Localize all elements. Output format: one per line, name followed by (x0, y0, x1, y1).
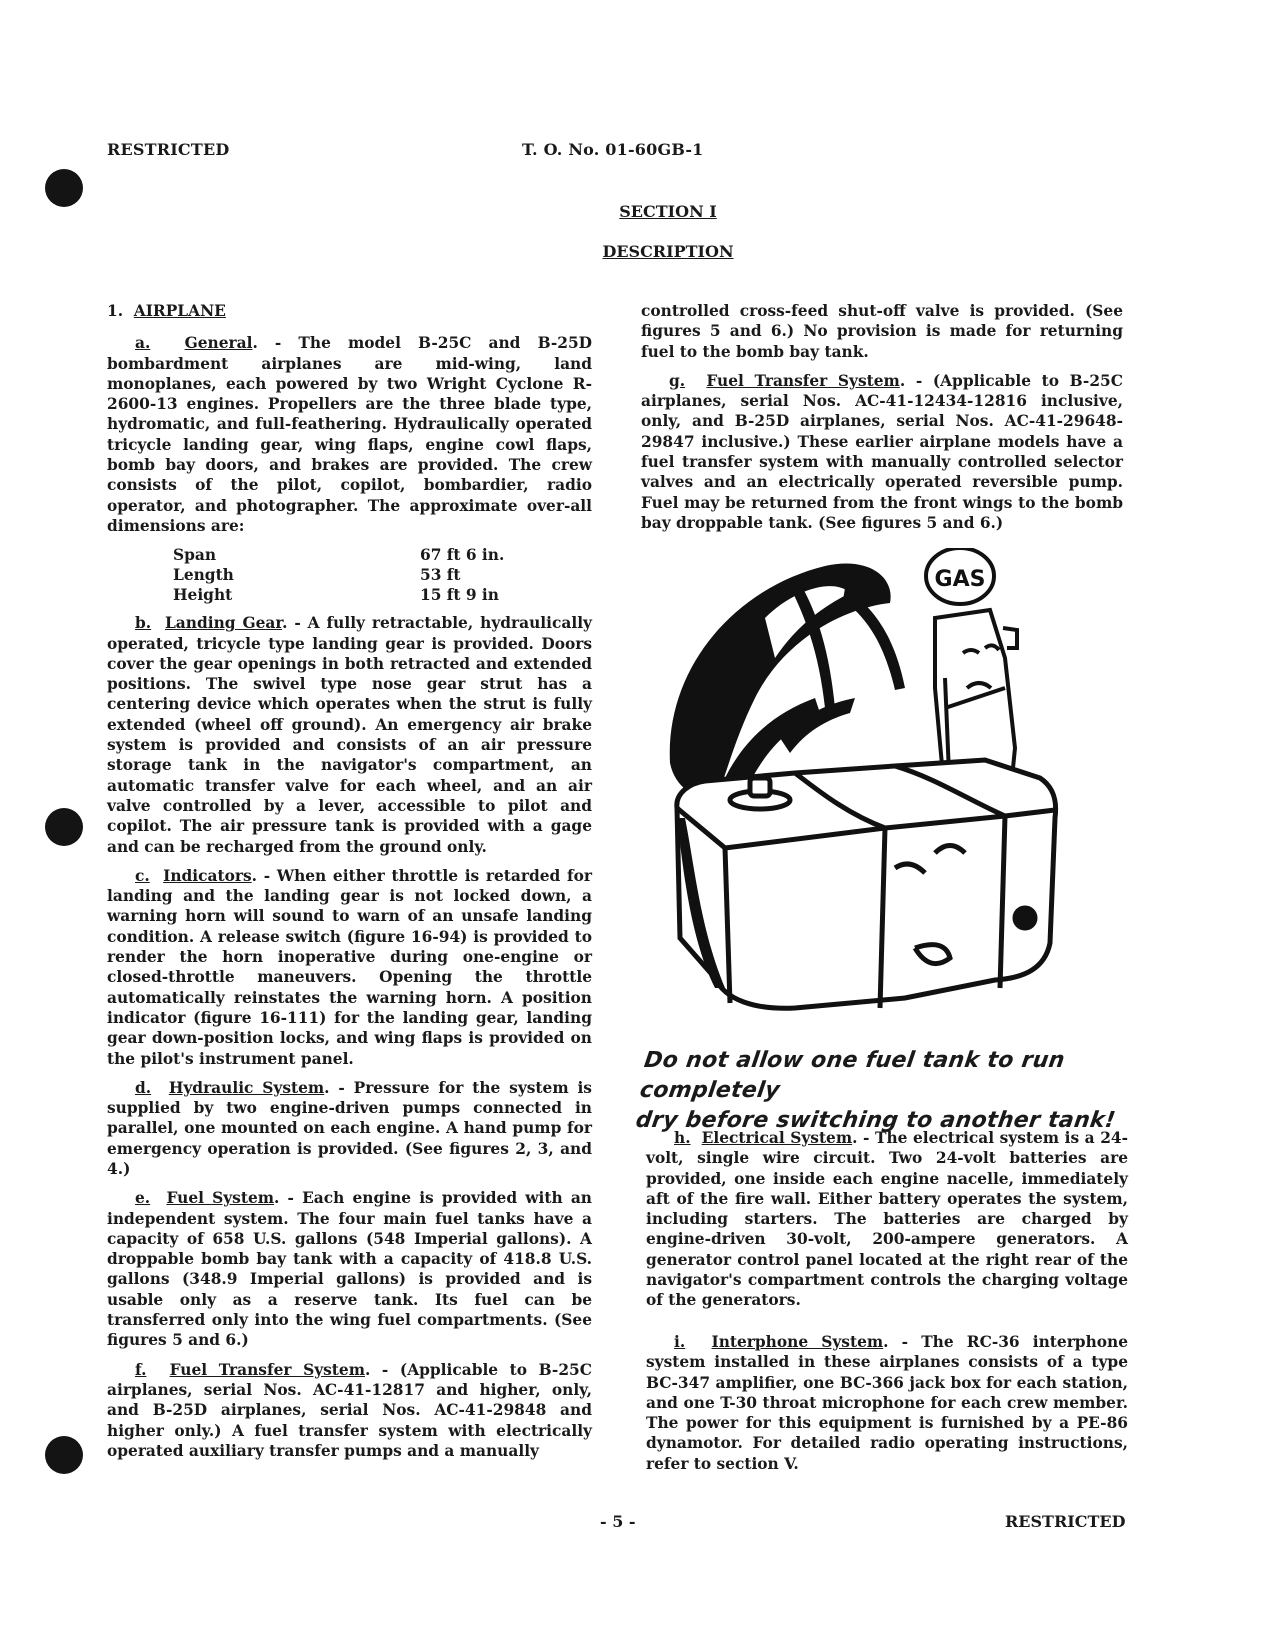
paragraph-fuel-transfer-system-f-continued: controlled cross-feed shut-off valve is provided. (See figures 5 and 6.) No provision is made for returning fuel to the bomb bay tank. (641, 302, 1123, 361)
left-column (107, 301, 592, 1470)
footer-classification: RESTRICTED (1005, 1512, 1126, 1531)
paragraph-fuel-transfer-system-g: g. Fuel Transfer System. - (Applicable to B-25C airplanes, serial Nos. AC-41-12434-12816 inclusive, only, and B-25D airplanes, serial Nos. AC-41-29648-29847 inclusive.) These earlier airplane models have a fuel transfer system with manually controlled selector valves and an electrically operated reversible pump. Fuel may be returned from the front wings to the bomb bay droppable tank. (See figures 5 and 6.) (641, 371, 1123, 532)
header-document-number: T. O. No. 01-60GB-1 (522, 140, 704, 159)
section-number: SECTION I (619, 202, 717, 221)
illustration-caption: Do not allow one fuel tank to run completely dry before switching to another tank! (634, 1048, 1118, 1133)
paragraph-fuel-transfer-system-f: f. Fuel Transfer System. - (Applicable to B-25C airplanes, serial Nos. AC-41-12817 and higher, only, and B-25D airplanes, serial Nos. AC-41-29848 and higher only.) A fuel transfer system with electrically operated auxiliary transfer pumps and a manually (107, 1360, 592, 1460)
fuel-tank-character (677, 760, 1056, 1008)
paragraph-electrical-system: h. Electrical System. - The electrical system is a 24-volt, single wire circuit. Two 24-volt batteries are provided, one inside each engine nacelle, immediately aft of the fire wall. Either battery operates the system, including starters. The batteries are charged by engine-driven 30-volt, 200-ampere generators. A generator control panel located at the right rear of the navigator's compartment controls the charging voltage of the generators. (646, 1129, 1128, 1310)
dimension-row: Height 15 ft 9 in (173, 586, 499, 605)
dimension-row: Span 67 ft 6 in. (173, 546, 505, 565)
svg-text:GAS: GAS (934, 567, 986, 592)
page-number: - 5 - (600, 1512, 636, 1531)
fuel-tank-cartoon-illustration (645, 548, 1135, 1053)
paragraph-indicators: c. Indicators. - When either throttle is retarded for landing and the landing gear is not locked down, a warning horn will sound to warn of an unsafe landing condition. A release switch (figure 16-94) is provided to render the horn inoperative during one-engine or closed-throttle maneuvers. Opening the throttle automatically reinstates the warning horn. A position indicator (figure 16-111) for the landing gear, landing gear down-position locks, and wing flaps is provided on the pilot's instrument panel. (107, 866, 592, 1068)
dimension-row: Length 53 ft (173, 566, 461, 585)
dimensions-table (173, 545, 592, 605)
right-column-top (641, 301, 1123, 542)
right-column-bottom (646, 1332, 1128, 1483)
heading-airplane: 1. AIRPLANE (107, 302, 226, 320)
binder-hole-middle (45, 808, 83, 846)
section-title: DESCRIPTION (602, 242, 734, 261)
paragraph-fuel-system: e. Fuel System. - Each engine is provided with an independent system. The four main fuel tanks have a capacity of 658 U.S. gallons (548 Imperial gallons). A droppable bomb bay tank with a capacity of 418.8 U.S. gallons (348.9 Imperial gallons) is provided and is usable only as a reserve tank. Its fuel can be transferred only into the wing fuel compartments. (See figures 5 and 6.) (107, 1189, 592, 1350)
paragraph-general: a. General. - The model B-25C and B-25D bombardment airplanes are mid-wing, land monoplanes, each powered by two Wright Cyclone R-2600-13 engines. Propellers are the three blade type, hydromatic, and full-feathering. Hydraulically operated tricycle landing gear, wing flaps, engine cowl flaps, bomb bay doors, and brakes are provided. The crew consists of the pilot, copilot, bombardier, radio operator, and photographer. The approximate over-all dimensions are: (107, 334, 593, 535)
paragraph-hydraulic-system: d. Hydraulic System. - Pressure for the system is supplied by two engine-driven pumps connected in parallel, one mounted on each engine. A hand pump for emergency operation is provided. (See figures 2, 3, and 4.) (107, 1078, 592, 1178)
paragraph-interphone-system: i. Interphone System. - The RC-36 interphone system installed in these airplanes consists of a type BC-347 amplifier, one BC-366 jack box for each station, and one T-30 throat microphone for each crew member. The power for this equipment is furnished by a PE-86 dynamotor. For detailed radio operating instructions, refer to section V. (646, 1333, 1129, 1473)
header-classification: RESTRICTED (107, 140, 230, 159)
binder-hole-bottom (45, 1436, 83, 1474)
right-column-lower (646, 1128, 1128, 1320)
paragraph-landing-gear: b. Landing Gear. - A fully retractable, hydraulically operated, tricycle type landing gear is provided. Doors cover the gear openings in both retracted and extended positions. The swivel type nose gear strut has a centering device which operates when the strut is fully extended (wheel off ground). An emergency air brake system is provided and consists of an air pressure storage tank in the navigator's compartment, an automatic transfer valve for each wheel, and an air valve controlled by a lever, accessible to pilot and copilot. The air pressure tank is provided with a gage and can be recharged from the ground only. (107, 614, 592, 856)
